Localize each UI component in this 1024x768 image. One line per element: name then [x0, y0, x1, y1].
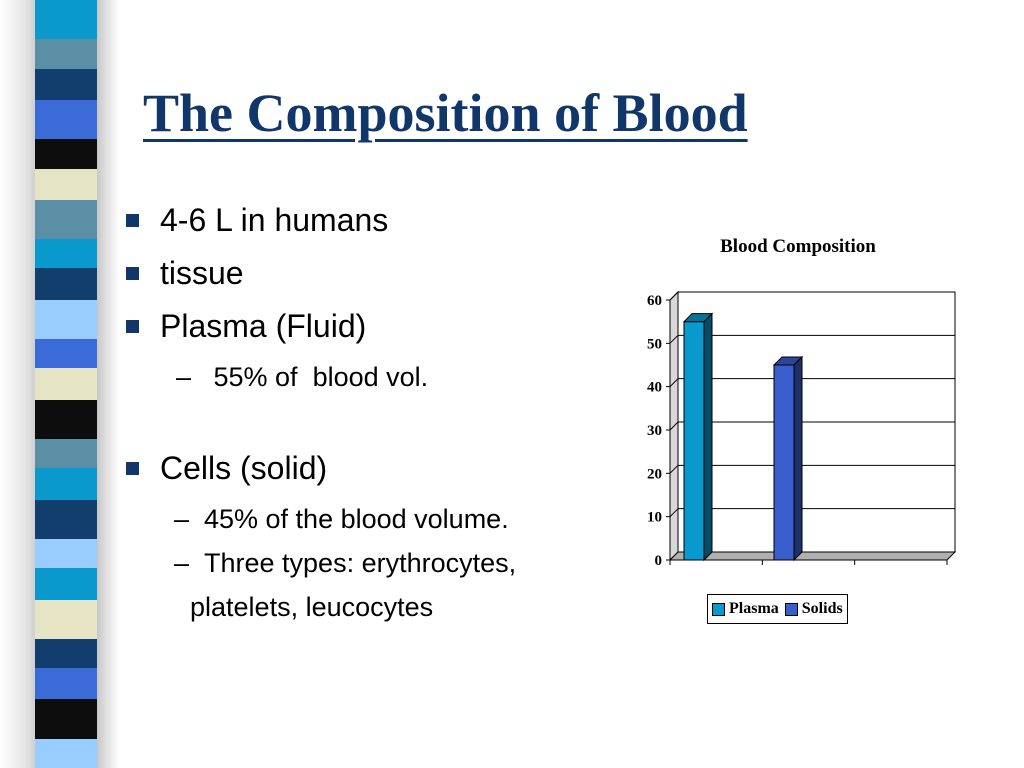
- y-tick-label: 50: [647, 336, 662, 353]
- stripe-segment: [35, 699, 97, 738]
- legend-item-solids: [785, 600, 843, 618]
- square-bullet-icon: [126, 320, 139, 333]
- stripe-segment: [35, 139, 97, 168]
- legend-label: Solids: [801, 600, 843, 617]
- stripe-segment: [35, 39, 97, 68]
- bullet-volume: [160, 202, 388, 239]
- stripe-segment: [35, 739, 97, 768]
- sub-bullet-plasma-volume: [176, 362, 429, 393]
- bar-solids: [774, 365, 794, 560]
- sub-bullet-cells-volume: [174, 504, 509, 535]
- stripe-segment: [35, 268, 97, 299]
- stripe-segment: [35, 0, 97, 39]
- y-tick-label: 0: [654, 553, 662, 569]
- bullet-text: Cells (solid): [160, 450, 328, 486]
- bullet-plasma: [160, 308, 366, 345]
- y-tick-label: 20: [647, 466, 662, 483]
- legend-item-plasma: [712, 600, 779, 618]
- stripe-segment: [35, 239, 97, 268]
- slide-title: The Composition of Blood: [143, 83, 748, 143]
- stripe-segment: [35, 368, 97, 399]
- dash-bullet-icon: –: [176, 362, 192, 392]
- bar-side-solids: [794, 357, 802, 560]
- sub-bullet-text: Three types: erythrocytes,: [204, 548, 517, 578]
- y-tick-label: 10: [647, 509, 662, 526]
- bullet-text: tissue: [160, 255, 244, 291]
- sub-bullet-text: 55% of blood vol.: [206, 362, 429, 392]
- bullet-tissue: [160, 255, 244, 292]
- legend-label: Plasma: [729, 600, 779, 617]
- bullet-text: 4-6 L in humans: [160, 202, 389, 238]
- sub-bullet-continuation: [190, 592, 433, 623]
- stripe-edge: [0, 0, 35, 768]
- square-bullet-icon: [126, 267, 139, 280]
- chart-legend: [707, 594, 848, 624]
- y-tick-label: 30: [647, 423, 662, 439]
- legend-swatch: [785, 603, 798, 616]
- square-bullet-icon: [126, 214, 139, 227]
- dash-bullet-icon: –: [174, 548, 190, 578]
- stripe-segment: [35, 468, 97, 499]
- stripe-segment: [35, 568, 97, 599]
- bar-chart: [630, 290, 970, 585]
- stripe-segment: [35, 300, 97, 339]
- stripe-segment: [35, 339, 97, 368]
- stripe-shadow: [97, 0, 119, 768]
- sub-bullet-text: platelets, leucocytes: [190, 592, 434, 622]
- dash-bullet-icon: –: [174, 504, 190, 534]
- y-tick-label: 40: [647, 379, 662, 396]
- stripe-segment: [35, 69, 97, 100]
- decorative-stripe: [35, 0, 97, 768]
- plot-floor: [670, 552, 955, 560]
- bar-side-plasma: [704, 314, 712, 560]
- stripe-segment: [35, 100, 97, 139]
- legend-swatch: [712, 603, 725, 616]
- stripe-segment: [35, 539, 97, 568]
- stripe-segment: [35, 668, 97, 699]
- stripe-segment: [35, 400, 97, 439]
- y-tick-label: 60: [647, 293, 662, 309]
- square-bullet-icon: [126, 462, 139, 475]
- sub-bullet-cell-types: [174, 548, 517, 579]
- bar-plasma: [684, 322, 704, 560]
- stripe-segment: [35, 600, 97, 639]
- bullet-cells: [160, 450, 327, 487]
- stripe-segment: [35, 639, 97, 668]
- sub-bullet-text: 45% of the blood volume.: [204, 504, 509, 534]
- stripe-segment: [35, 200, 97, 239]
- stripe-segment: [35, 169, 97, 200]
- bullet-text: Plasma (Fluid): [160, 308, 367, 344]
- stripe-segment: [35, 500, 97, 539]
- chart-title: Blood Composition: [720, 236, 876, 257]
- stripe-segment: [35, 439, 97, 468]
